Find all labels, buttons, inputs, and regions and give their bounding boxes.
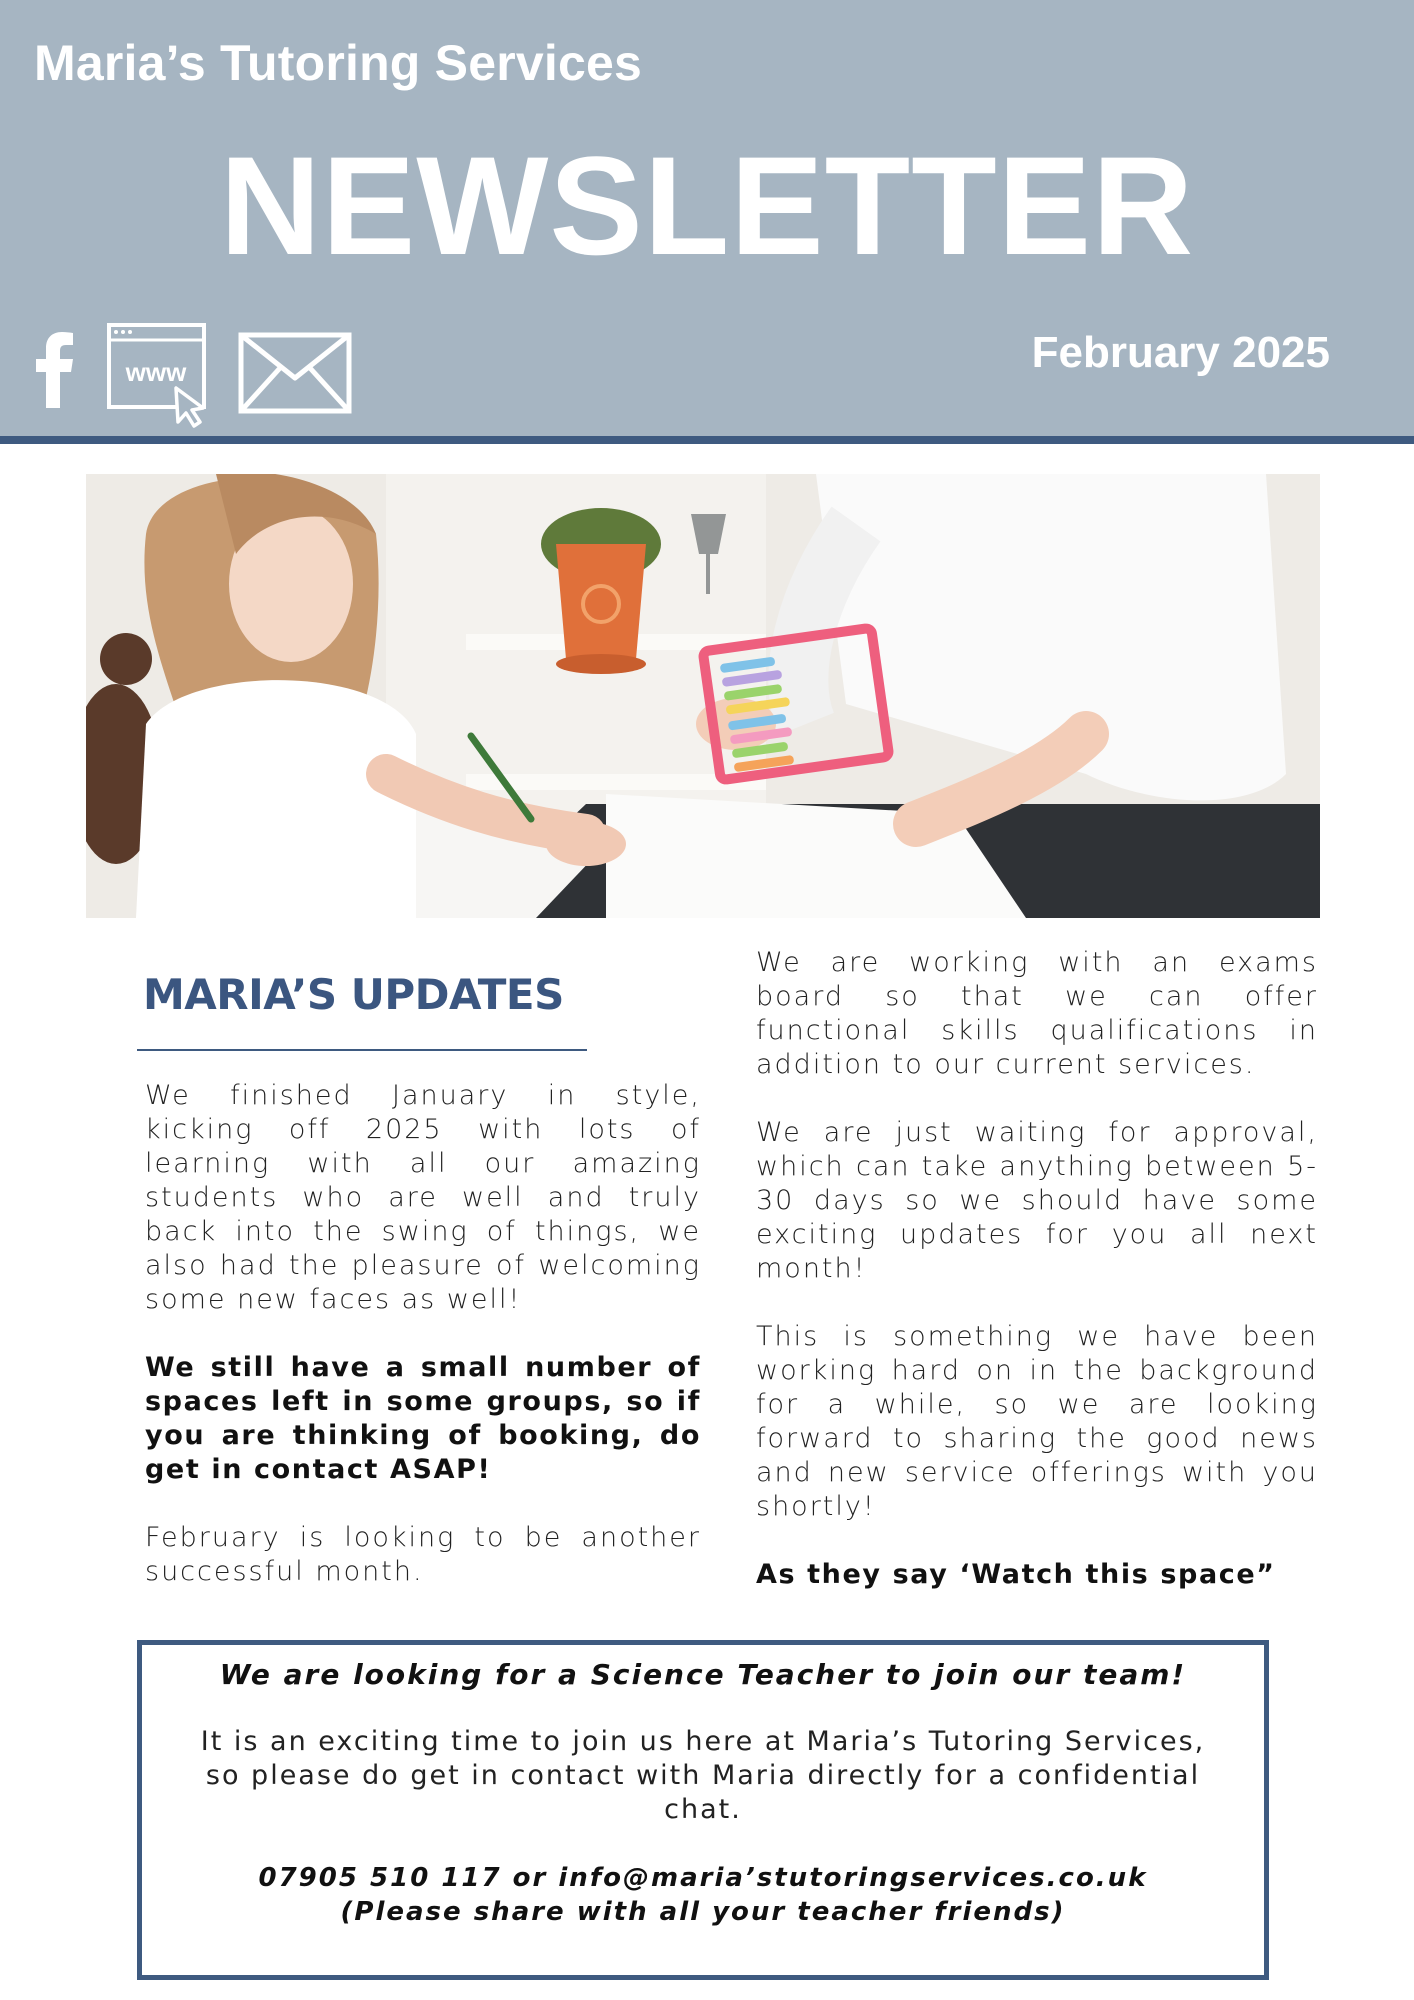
hero-photo (86, 474, 1320, 918)
website-icon-label: www (125, 357, 187, 387)
title-underline (137, 1049, 587, 1051)
brand-name: Maria’s Tutoring Services (34, 35, 642, 91)
header-divider (0, 436, 1414, 444)
update-paragraph: We finished January in style, kicking off 2025 with lots of learning with all our amazing students who are well and truly back into the swing of things, we also had the pleasure of welcoming some new faces as well! (145, 1080, 701, 1315)
update-paragraph-highlight: As they say ‘Watch this space” (756, 1559, 1276, 1590)
hero-photo-illustration (86, 474, 1320, 918)
updates-right-column (756, 946, 1318, 1626)
updates-left-column (145, 960, 701, 1623)
update-paragraph-highlight: We still have a small number of spaces left in some groups, so if you are thinking of booking, do get in contact ASAP! (145, 1352, 701, 1485)
callout-title: We are looking for a Science Teacher to join our team! (219, 1658, 1187, 1691)
masthead-title: NEWSLETTER (219, 127, 1195, 284)
newsletter-header (0, 0, 1414, 436)
callout-contact: 07905 510 117 or info@maria’stutoringservices.co.uk (258, 1863, 1148, 1893)
issue-date: February 2025 (1031, 328, 1330, 377)
update-paragraph: This is something we have been working hard on in the background for a while, so we are looking forward to sharing the good news and new service offerings with you shortly! (756, 1321, 1318, 1522)
update-paragraph: February is looking to be another successful month. (145, 1522, 701, 1587)
update-paragraph: We are just waiting for approval, which can take anything between 5-30 days so we should have some exciting updates for you all next month! (756, 1117, 1318, 1284)
section-title: MARIA’S UPDATES (143, 970, 564, 1019)
callout-note: (Please share with all your teacher friends) (340, 1897, 1066, 1927)
callout-body: It is an exciting time to join us here at Maria’s Tutoring Services, so please do get in contact with Maria directly for a confidential chat. (200, 1726, 1206, 1825)
facebook-icon[interactable] (34, 328, 74, 408)
recruitment-callout (137, 1640, 1269, 1980)
website-icon[interactable] (106, 322, 218, 428)
email-icon[interactable] (238, 332, 352, 414)
update-paragraph: We are working with an exams board so that we can offer functional skills qualifications in addition to our current services. (756, 947, 1318, 1080)
